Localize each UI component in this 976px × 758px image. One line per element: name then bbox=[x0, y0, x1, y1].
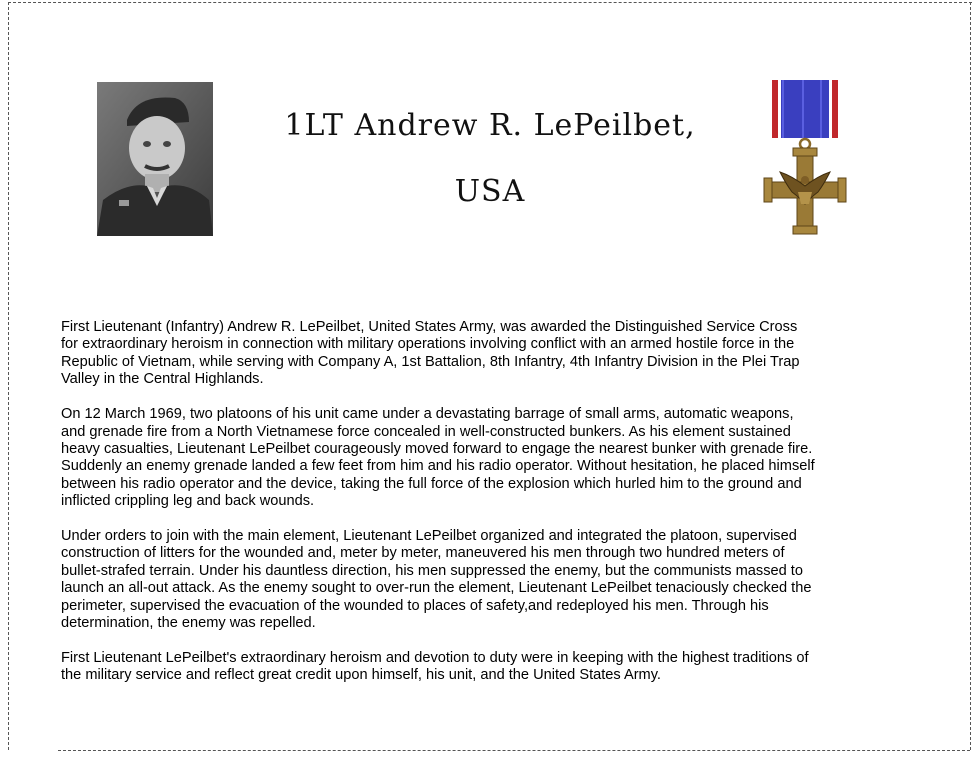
page-border-right bbox=[970, 2, 971, 750]
citation-paragraph-leadership: Under orders to join with the main element, Lieutenant LePeilbet organized and integrated the platoon, supervised construction of litters for the wounded and, meter by meter, maneuvered his men through two hundred meters of bullet-strafed terrain. Under his dauntless direction, his men suppressed the enemy, but the communists massed to launch an all-out attack. As the enemy sought to over-run the element, Lieutenant LePeilbet tenaciously checked the perimeter, supervised the evacuation of the wounded to places of safety,and redeployed his men. Through his determination, the enemy was repelled. bbox=[61, 528, 812, 632]
portrait-silhouette bbox=[97, 82, 213, 236]
portrait-photo bbox=[97, 82, 213, 236]
page-border-bottom bbox=[58, 750, 970, 751]
citation-paragraph-award: First Lieutenant (Infantry) Andrew R. LePeilbet, United States Army, was awarded the Distinguished Service Cross for extraordinary heroism in connection with military operations involving conflict with an armed hostile force in the Republic of Vietnam, while serving with Company A, 1st Battalion, 8th Infantry, 4th Infantry Division in the Plei Trap Valley in the Central Highlands. bbox=[61, 319, 800, 388]
page-border-left bbox=[8, 2, 9, 750]
soldier-name-title: 1LT Andrew R. LePeilbet, bbox=[284, 108, 696, 143]
page-border-top bbox=[8, 2, 972, 3]
citation-body bbox=[61, 319, 941, 702]
citation-paragraph-closing: First Lieutenant LePeilbet's extraordinary heroism and devotion to duty were in keeping with the highest traditions of the military service and reflect great credit upon himself, his unit, and the United States Army. bbox=[61, 650, 809, 684]
distinguished-service-cross-icon bbox=[762, 80, 848, 236]
branch-title: USA bbox=[454, 174, 526, 209]
citation-paragraph-action: On 12 March 1969, two platoons of his unit came under a devastating barrage of small arms, automatic weapons, and grenade fire from a North Vietnamese force concealed in well-constructed bunkers. As his element sustained heavy casualties, Lieutenant LePeilbet courageously moved forward to engage the nearest bunker with grenade fire. Suddenly an enemy grenade landed a few feet from him and his radio operator. Without hesitation, he placed himself between his radio operator and the device, taking the full force of the explosion which hurled him to the ground and inflicted crippling leg and back wounds. bbox=[61, 406, 815, 510]
